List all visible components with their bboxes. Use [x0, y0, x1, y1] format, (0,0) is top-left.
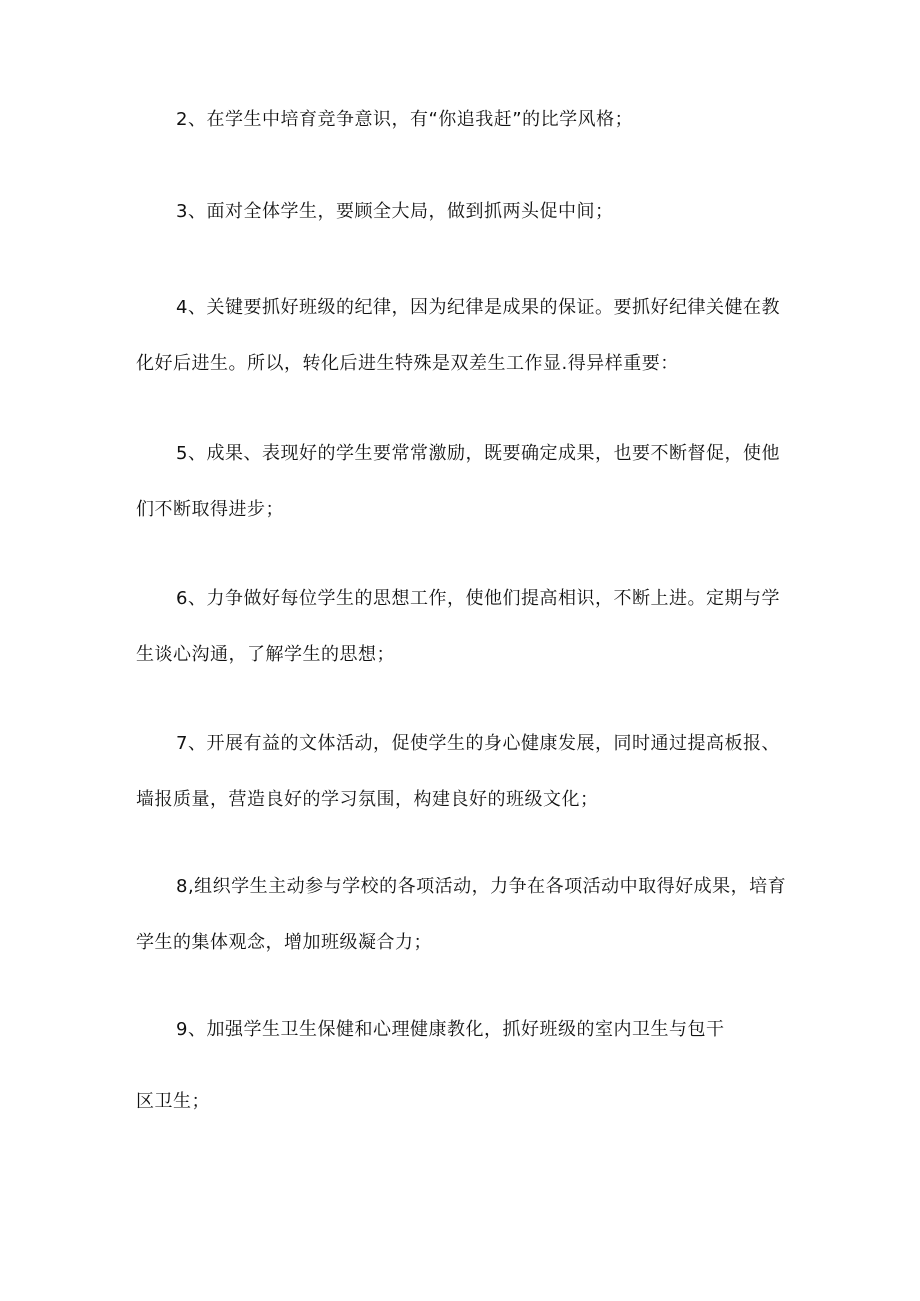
paragraph-line: 3、面对全体学生，要顾全大局，做到抓两头促中间； [176, 201, 614, 222]
paragraph-item-3 [136, 184, 786, 240]
paragraph-line: 化好后进生。所以，转化后进生特殊是双差生工作显.得异样重要： [136, 353, 679, 374]
paragraph-line: 墙报质量，营造良好的学习氛围，构建良好的班级文化； [136, 789, 599, 810]
paragraph-item-6 [136, 571, 786, 683]
paragraph-line: 9、加强学生卫生保健和心理健康教化，抓好班级的室内卫生与包干 [176, 1019, 725, 1040]
paragraph-line: 8,组织学生主动参与学校的各项活动，力争在各项活动中取得好成果，培育 [176, 876, 787, 897]
paragraph-line: 区卫生； [136, 1091, 210, 1112]
paragraph-item-7 [136, 716, 786, 828]
paragraph-line: 学生的集体观念，增加班级凝合力； [136, 932, 432, 953]
paragraph-item-2 [136, 92, 786, 148]
paragraph-line: 们不断取得进步； [136, 499, 284, 520]
paragraph-item-8 [136, 859, 786, 971]
paragraph-item-4 [136, 280, 786, 392]
paragraph-item-9 [136, 1002, 786, 1130]
paragraph-line: 6、力争做好每位学生的思想工作，使他们提高相识，不断上进。定期与学 [176, 588, 780, 609]
paragraph-line: 生谈心沟通，了解学生的思想； [136, 644, 395, 665]
paragraph-line: 4、关键要抓好班级的纪律，因为纪律是成果的保证。要抓好纪律关健在教 [176, 297, 780, 318]
paragraph-line: 7、开展有益的文体活动，促使学生的身心健康发展，同时通过提高板报、 [176, 733, 780, 754]
paragraph-item-5 [136, 426, 786, 538]
paragraph-line: 5、成果、表现好的学生要常常激励，既要确定成果，也要不断督促，使他 [176, 443, 780, 464]
paragraph-line: 2、在学生中培育竞争意识，有“你追我赶”的比学风格； [176, 109, 634, 130]
